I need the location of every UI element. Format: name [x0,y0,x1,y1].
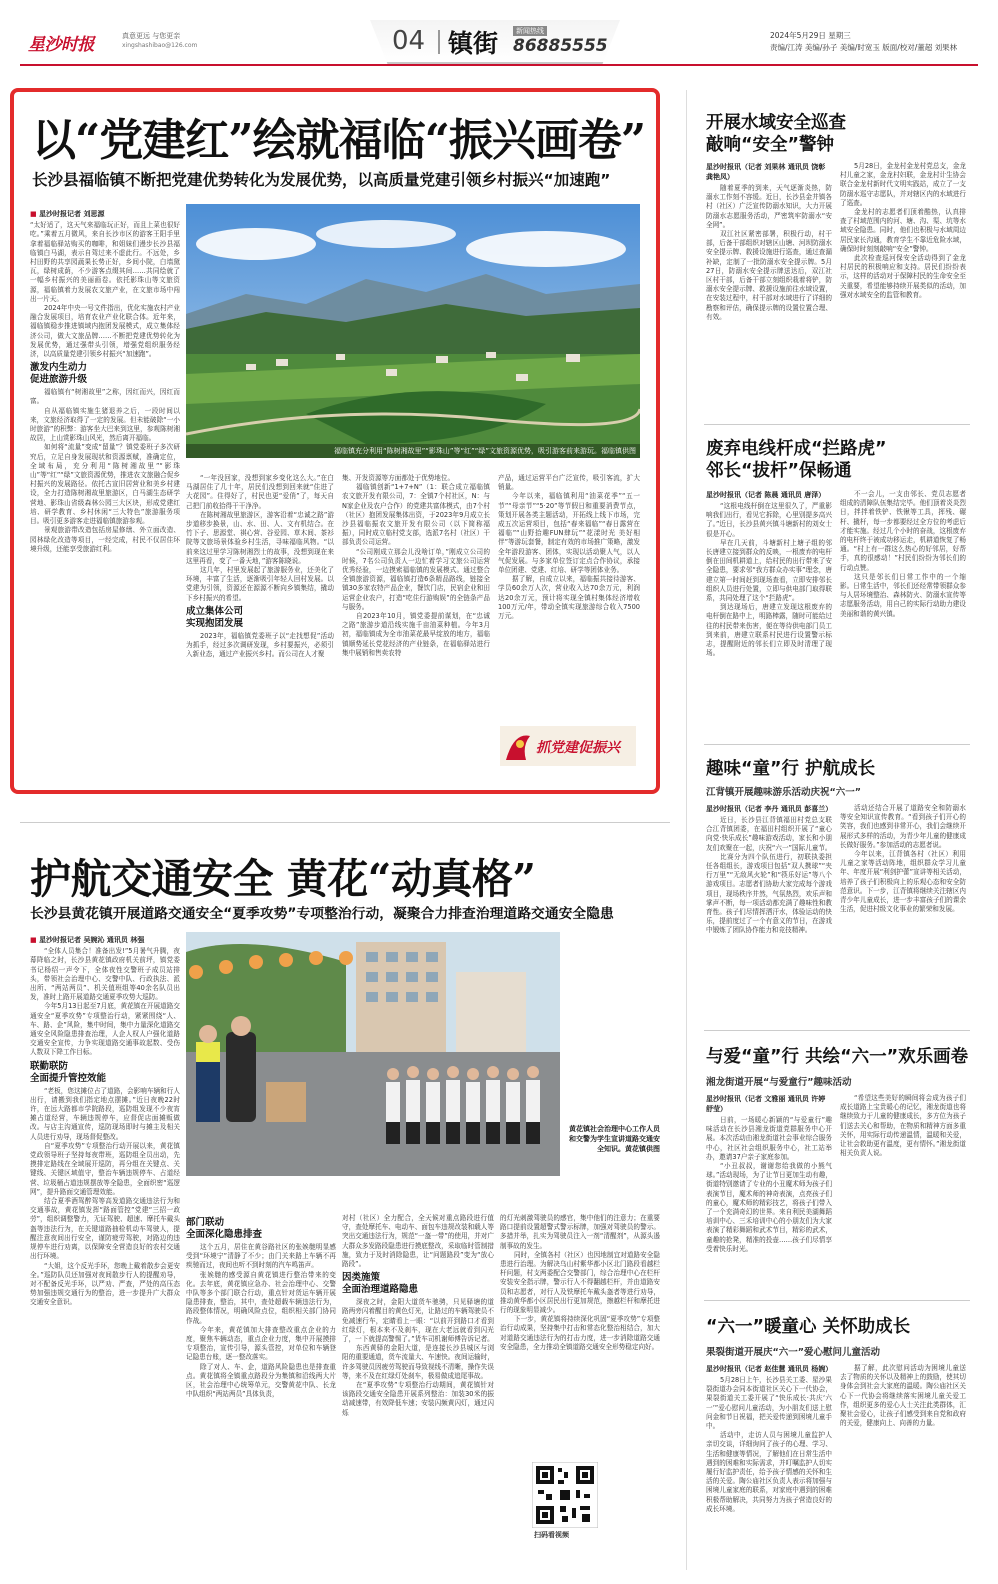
right-article-4-paragraph: 日前，一场暖心新颖的“与爱童行”趣味活动在长沙县湘龙街道党群服务中心开展。本次活动由湘龙街道社会事业综合服务中心，社区社会组织服务中心，社工站举办，邀请37户亲子家庭参加。 [706,1116,832,1161]
hotline-number: 86885555 [513,36,608,56]
right-article-2-paragraph: 不一会儿，一支由邻长、党员志愿者组成的清障队伍集结完毕。他们顶着炎炎烈日，拌拌着铁铲、铁锹等工具，挥残、碾杆、撬杆，每一步都要经过全方位的考虑后才能实施。经过几个小时的奋战，这根废弃的电杆终于被成功移运走，机耕道恢复了畅通。“村上有一群这么热心的好邻居，好帮手，真的很感动！”村民们纷纷为邻长们的行动点赞。 [840,490,966,572]
story1-paragraph: 产品，通过运营平台广泛宣传，吸引客流，扩大销量。 [498,474,640,492]
story2-paragraph: 今年5月13日起至7月底，黄花镇在开展道路交通安全“夏季攻势”专项整治行动，紧紧围绕“人、车、路、企”风险，集中时间，集中力量深化道路交通安全风险隐患排查治理，人企人权人户强化道路交通安全宣传，力争实现道路交通事故起数、受伤人数双下降工作目标。 [30,1002,180,1057]
right-article-1-paragraph: 金龙村的志愿者们顶着酷热，认真排查了村域范围内的河、塘、沟、渠、坑等水域安全隐患。同时，他们也积极与水域周边居民家长沟通，教育学生不靠近危险水域，确保时时刻刻敲响“安全”警钟。 [840,208,966,253]
hotline-label: 新闻热线 [513,26,547,36]
badge-text: 抓党建促振兴 [536,740,620,756]
right-article-4-headline: 与爱“童”行 共绘“六一”欢乐画卷 [706,1047,969,1067]
right-article-3-subheadline: 江背镇开展趣味游乐活动庆祝“六一” [706,787,861,798]
right-article-1-headline: 开展水域安全巡查 敲响“安全”警钟 [706,113,846,155]
story1-paragraph: “太好适了，这天气来福临玩正好，而且上菜也很好吃。”乘着五月微风，来自长沙市区的游客王阳手里拿着福临驿站购买的咖啡，和姐妹们漫步长沙县福临镇白马湖，表示自驾过来不虚此行。不远处，乡村田野的共享园蔬果长势正好，乡间小院，白墙黛瓦，绿树成荫，不少游客点缀其间……共同绘就了一幅乡村振兴的美丽画卷。依托影珠山等文旅资源，福临镇着力发展农文旅产业，在文旅市场中闯出一片天。 [30,221,180,303]
right-article-5-paragraph: 活动中，走访人员与困境儿童监护人亲切交谈，详细询问了孩子的心理、学习、生活和健康等情况，了解他们在日常生活中遇到的困难和实际需求，并叮嘱监护人切实履行好监护责任，给予孩子情感的关怀和生活的关爱。陶公庙社区负责人表示将加强与困境儿童家庭的联系，对家庭中遇到的困难积极帮助解决，共同努力为孩子营造良好的成长环境。 [706,1431,832,1513]
story2-paragraph: 同时，全镇各村（社区）也因地制宜对道路安全隐患进行治理。为解决乌山村紫华都小区北门路段看越栏杆问题，村支两委配合交警部门，综合治理中心在栏杆安装安全指示牌，警示行人不得翻越栏杆，并由道路安员和志愿者，对行人及铁摩托车戴头盔者等进行劝导，推动黄华都小区居民出行更加规范，擦越栏杆和摩托进行的现象明显减少。 [500,1250,660,1315]
story2-photo-caption: 黄花镇社会治理中心工作人员和交警为学生宣讲道路交通安全知识。黄花镇供图 [569,1125,660,1153]
story2-paragraph: 东西黄驿的金阳大道，是连接长沙县城区与浏阳的重要通道，货车流量大、车速快。夜间运输时，许多驾驶员因疲劳驾驶而导致视线不清晰，操作失误等，来不及在红绿灯处刹车，极易做成追尾事故。 [342,1344,494,1380]
right-article-4-col-a [706,1094,832,1290]
newspaper-logo: 星沙时报 [28,35,94,55]
right-article-5-paragraph: 据了解，此次慰问活动为困境儿童送去了物质的关怀以及精神上的鼓励，使其切身体会到社会大家庭的温暖。陶公庙社区关心下一代协会将继续落实困境儿童关爱工作，组织更多的爱心人士关注此类群体，汇聚社会爱心，让孩子们感受到来自党和政府的关爱，健康向上、向善的力量。 [840,1364,966,1428]
right-article-2-paragraph: “这根电线杆倒在这里很久了，严重影响我们出行，看见它拆除，心里别提多高兴了。”近日，长沙县黄兴镇斗塘新村的刘女士很是开心。 [706,502,832,538]
story2-subheadline: 长沙县黄花镇开展道路交通安全“夏季攻势”专项整治行动，凝聚合力排查治理道路交通安全隐患 [30,906,614,922]
story2-headline: 护航交通安全 黄花“动真格” [30,855,536,903]
story1-paragraph: 景观旅游带改造包括房屋修缮、外立面改造、园林绿化改造等项目，一经完成，村民不仅居住环境升级，还能享受旅游红利。 [30,526,180,553]
story1-landscape-photo [186,204,640,458]
story1-paragraph: 福临镇有“树湘故里”之称，因红而兴，因红而富。 [30,388,180,406]
story1-paragraph: “一年没回家，没想到家乡变化这么大。”在白马湖居住了几十年，居民们没想到回来就“住进了大花园”。住得好了，村民也更“爱俏”了，每天自己把门前收拾得干干净净。 [186,474,334,510]
story2-traffic-safety-photo [186,932,560,1176]
right-article-4-paragraph: “希望这些美好的瞬间将会成为孩子们成长道路上宝贵暖心的记忆，湘龙街道也将继续致力于儿童的健康成长，多方位为孩子们送去关心和帮助，在物质和精神方面多重关怀，用实际行动传递温情，温暖和关爱，让社会救助更有温度，更有情怀。”湘龙街道相关负责人说。 [840,1094,966,1158]
story1-paragraph: 如何将“流量”变成“留量”？镇党委班子多次研究后，立足自身发展现状和资源禀赋，准确定位，全域布局，充分利用“陈树湘故里”“影珠山”等“红”“绿”文旅资源优势，推进农文旅融合促乡村振兴的发展路径。依托古宣旧居营业和美乡村建设，全力打造陈树湘故里旅游区，白马湖生态研学营地、影珠山省级森林公园三大区块，形成党建红培、研学教育、乡村休闲“三大特色”旅游服务项目。吸引更多游客走进福临镇旅游参观。 [30,443,180,526]
right-article-4-subheadline: 湘龙街道开展“与爱童行”趣味活动 [706,1077,852,1088]
story2-paragraph: “大姐，这个反光手环，您晚上戴着散步会更安全。”巡防队员还加强对夜间散步行人的提醒劝导，对不配备反光手环，以严劝、严查，严处的高压态势加强违规交通行为的整治，进一步提升广大群众交通安全意识。 [30,1261,180,1307]
right-article-3-col-b [840,804,966,1022]
story2-paragraph: 对村（社区）全力配合，全天候对重点路段进行值守，查处摩托车、电动车、面包车违规改装和载人等突出交通违法行为，规范“一盔一带”的使用，并对广大群众多发路段隐患进行摸底整改，采取临时管制措施，致力于及时消除隐患，让“问题路段”变为“放心路段”。 [342,1214,494,1269]
story2-paragraph: 在“夏季攻势”专项整治行动期间，黄花镇针对该路段交通安全隐患开展系列整治：加装30米的振动减速带，有效降低车速；安装闪频黄闪灯，通过闪烁 [342,1381,494,1417]
right-article-4-paragraph: “小丑叔叔，谢谢您给我做的小熊气球。”活动现场，为了让节日更加生动有趣，街道特别邀请了专业的小丑魔术师为孩子们表演节目，魔术师的神奇表演，点亮孩子们的童心，魔术师的精彩技艺，将孩子们带入了一个充满奇幻的世界。来自利民美湖舞蹈培训中心、三禾培训中心的小朋友们为大家表演了精彩舞蹈和武术节目，精彩的武术，童趣的抢凳，精准的投壶……孩子们尽情享受着快乐时光。 [706,1162,832,1253]
right-article-5-paragraph: 5月28日上午，长沙县关工委、星沙果裂街道办会同本街道社区关心下一代协会，果裂街道关工委开展了“快乐成长·共庆‘六一’”爱心慰问儿童活动，为小朋友们送上慰问金和节日祝福，把关爱传递到困境儿童手中。 [706,1376,832,1431]
video-qr-code-icon[interactable] [532,1462,598,1528]
story1-column-3 [342,474,490,784]
right-article-2-paragraph: 这只是邻长们日常工作中的一个缩影。日常生活中，邻长们还经常带领群众参与人居环境整治、森林防火、防溺水宣传等志愿服务活动，用自己的实际行动助力建设美丽和谐的黄兴镇。 [840,572,966,618]
story2-paragraph: 这个五月，居住在黄谷路社区的张娭毑明显感受到“环境宁”清静了不少；由门关来路上车辆不再疾驰而过，夜间也听不到时刻的汽车鸣笛声。 [186,1243,336,1270]
right-article-1-paragraph: 随着夏季的到来，天气逐渐炎热，防溺水工作刻不容缓。近日，长沙县金井镇各村（社区）广泛宣传防溺水知识，大力开展防溺水志愿服务活动，严密筑牢防溺水“安全网”。 [706,184,832,229]
masthead [0,0,998,66]
story2-paragraph: 自“夏季攻势”专项整治行动开展以来，黄花镇党政领导班子坚持每夜带班，巡防组全员出动，先摸排定路线在全域展开巡防，再分组在关键点、关键线、关键区域值守，整治车辆违规停车、占道经营、垃圾桶占道违规摆放等全隐患，全面织密“巡逻网”，提升路面交通管理效能。 [30,1141,180,1196]
story2-column-2 [186,1214,336,1560]
right-article-1-col-a [706,162,832,422]
party-building-badge [500,726,636,766]
story1-paragraph: 福临镇创新“1+7+N”（1：联合成立福临镇农文旅开发有限公司，7：全镇7个村社区，N：与N家企业及农户合作）的党建共富体模式，由7个村（社区）抱团发展集体出资，于2023年9月成立长沙县福临振农文旅开发有限公司（以下简称福振），同时成立临村党支部，选派7名村（社区）干部负责公司运营。 [342,483,490,547]
story1-paragraph: 今年以来，福临镇利用“油菜花季”“五一节”“母亲节”“5·20”等节假日和重要消费节点，策划开展各类主题活动，开拓线上线下市场，完成五次运营项目，包括“春来福临”“春日露营在福临”“山野拾趣FUN肆玩”“花漾时光 美好相伴”等游玩套餐，制定有效的市场推广策略，激发全年游段游客、团体，实现以活动聚人气，以人气促发展。与多家单位签订定点合作协议，承接单位团建、党建、红培、研学等团体业务。 [498,492,640,575]
right-article-1-paragraph: 5月28日，金龙村金龙村党总支，金龙村儿童之家，金龙村妇联，金龙村计生协会联合金龙村新时代文明实践站，成立了一支防溺水巡守志愿队，并对辖区内的水域进行了巡查。 [840,162,966,207]
right-divider [704,1300,970,1301]
story1-paragraph: 自从福临镇实施生猪退养之后，一段时间以来，文旅经济取得了一定的发展。但未能破除“一小时旅游”的积弊：游客坐大巴来到这里，参观陈树湘故居，上山赏影珠山风光，然后离开福临。 [30,406,180,443]
story2-paragraph: “全体人员集合！准备出发!”5月暑气升腾，夜幕降临之时，长沙县黄花镇政府机关前坪，镇党委书记杨绍一声令下，全体夜性交警班子成员站排头，带领社会治理中心、交警中队、行政执法、派出所、“两站两员”、机关值班组等40余名队员出发，准时上路开展道路交通夏季攻势大巡防。 [30,947,180,1002]
story1-paragraph: “公司刚成立那会儿没啥订单，”刚成立公司的时候，7名公司负责人一边忙着学习文旅公司运营优秀经验，一边摸索福临镇的发展模式。通过整合全镇旅游资源，福临镇打造6条精品路线，链接全镇30多家农特产品企业，餐饮门店，民宿企业和田运营企业农户，打造“吃住行游购娱”的全链条产品与服务。 [342,547,490,611]
story1-paragraph: 集、开发资源等方面都处于优势地位。 [342,474,455,482]
header-divider [438,30,440,54]
right-article-5-col-b [840,1364,966,1564]
story1-paragraph: 在陈树湘故里旅游区，游客沿着“忠诚之路”游步道移步换景，山、水、田、人、文有机结合。在竹下子、思源堂、祺心营、谷爱园、草木间、茶衫院等文旅场景体验乡村生活，寻味福临风物。“以前来这过里学习陈树湘烈士的故事，没想到现在来这里再看，变了一番天地，”游客陈晓说。 [186,510,334,565]
story1-paragraph: 自2023年10月，镇党委提前谋划，在“忠诚之路”旅游步道沿线实施千亩油菜种植。今年3月初，福临镇成为全市油菜花最早绽放的地方，福临镇顺势延长党花经济的产业链条，在福临驿站进行集中展销和售卖农特 [342,612,490,657]
right-article-2-col-a [706,490,832,740]
right-article-5-headline: “六一”暖童心 关怀助成长 [706,1317,911,1337]
story1-byline: ■ 星沙时报记者 刘思源 [30,210,105,218]
qr-code-label: 扫码看视频 [534,1531,569,1539]
editor-credits: 责编/江涛 美编/孙子 美编/时宽玉 版面/校对/董超 刘果林 [770,43,958,52]
right-article-5-subheadline: 果裂街道开展庆“六一”爱心慰问儿童活动 [706,1347,880,1358]
right-article-3-headline: 趣味“童”行 护航成长 [706,759,876,779]
right-article-2-paragraph: 到达现场后，唐建立发现这根废弃的电杆倒在路中上，明路棒露，随时可能给过往的村民带来伤害，便在等待供电部门员工到来前，唐建立联系村民进行设置警示标志，提醒附近的邻长们立即及时清理了现场。 [706,603,832,658]
right-article-5-col-a [706,1364,832,1564]
story1-paragraph: 据了解，自成立以来，福临振共接待游客、学员60余万人次，营业收入达70余万元，利润达20余万元，预计将实现全镇村集体经济增收100万元/年，带动全镇实现旅游综合收入7500万元。 [498,575,640,621]
section-title: 镇街 [448,29,499,58]
story1-section-heading: 激发内生动力 促进旅游升级 [30,362,88,386]
story2-column-3 [342,1214,494,1560]
right-article-2-col-b [840,490,966,740]
right-article-3-byline: 星沙时报讯（记者 李丹 通讯员 彭喜兰） [706,805,832,813]
story2-section-heading: 因类施策 全面治理道路隐患 [342,1272,419,1296]
story2-paragraph: 张娭毑的感受源自黄花镇进行整治带来的变化。去年底，黄花镇应急办、社会治理中心、交警中队等多个部门联合行动，重点针对货运车辆开展隐患排查，整治，其中，查处超载车辆违法行为，路段整体情况，明确风险点位，组织相关部门协同作战。 [186,1270,336,1325]
right-divider [704,424,970,425]
right-article-1-col-b [840,162,966,422]
story2-paragraph: 除了对人、车、企，道路风险隐患也是排查重点。黄花镇将全镇重点路段分为集镇和沿线两大片区，社会治理中心统筹单元，交警黄花中队、长龙中队组织“两站两员”具体负责， [186,1362,336,1399]
story1-section-heading: 成立集体公司 实现抱团发展 [186,605,244,629]
right-article-3-paragraph: 活动还结合开展了道路安全和防溺水等安全知识宣传教育。“看到孩子们开心的笑容，我们也感到非常开心，我们会继续开展形式多样的活动，为青少年儿童的健康成长做好服务。”参加活动的志愿者说。 [840,804,966,849]
story1-paragraph: 这几年，村里发展起了旅游服务业，还美化了环境，丰富了生活，逐渐吸引年轻人回村发展。以党建为引领，资源还在源源不断向乡镇集结，撬动下乡村振兴的希望。 [186,566,334,602]
story2-paragraph: 下一步，黄花镇将持续深化巩固“夏季攻势”专项整治行动成果，坚持集中打击和常态化整治相结合，加大对道路交通违法行为的打击力度，进一步消除道路交通安全隐患，全力推动全镇道路交通安全形势稳定向好。 [500,1315,660,1351]
right-article-2-headline: 废弃电线杆成“拦路虎” 邻长“拔杆”保畅通 [706,439,887,481]
issue-date: 2024年5月29日 星期三 [770,31,851,40]
story2-paragraph: 结合夏季酒驾醉驾等高发道路交通违法行为和交通事故，黄花镇发挥“路面管控”党建“三招一政劳”，组织调整警力，无证驾驶、超速、摩托车戴头盔等违法行为，在关键道路抽检机动车驾驶人，提醒注意夜间出行安全，谨防疲劳驾驶，对路边的违规停车进行劝离，以保障安全营造良好的农村交通出行环境。 [30,1197,180,1261]
story2-paragraph: 的灯光刺激驾驶员的感官，集中他们的注意力；在重要路口提前设置超警式警示标牌，加强对驾驶员的警示。多措并举，扎实为驾驶员注入一剂“清醒剂”，从源头遏制事故的发生。 [500,1214,660,1250]
newspaper-email: xingshashibao@126.com [122,42,198,49]
story2-section-heading: 部门联动 全面深化隐患排查 [186,1217,263,1240]
story1-column-1 [30,210,180,784]
story2-paragraph: 深夜之时，金阳大道货车驰骋，只见驿塘的道路两旁闪着醒目的黄色灯光，让路过的车辆驾驶员不免减速行车，定睛看上一眼：“以前开到路口才看到红绿灯，根本来不及刹车，现在大老远就看到闪光了，一下就提高警惕了。”货车司机谢师傅告诉记者。 [342,1298,494,1344]
right-article-1-paragraph: 此次检查巡河保安全活动得到了金龙村居民的积极响应和支持。居民们纷纷表示，这样的活动对于保障村民的生命安全至关重要，希望能够持续开展类似的活动，加强对水域安全的监管和教育。 [840,254,966,299]
story2-paragraph: “老板，您这摊位占了道路，会影响车辆和行人出行，请搬到我们指定地点摆摊。”近日夜晚22时许，在远大路都市学院路段，巡防组发现不少夜宵摊占道经营，车辆违规停车，应督促店面摊贩做改。与店主沟通宣传，巡防现场即时与摊主及相关人员进行劝导，现场督促整改。 [30,1086,180,1141]
right-article-4-col-b [840,1094,966,1290]
story2-column-1 [30,936,180,1556]
story2-byline: ■ 星沙时报记者 吴婉沁 通讯员 林强 [30,936,145,944]
story1-column-2 [186,474,334,784]
right-article-3-col-a [706,804,832,1022]
column-divider [686,90,687,1570]
story1-photo-caption: 福临镇充分利用“陈树湘故里”“影珠山”等“红”“绿”文旅资源优势，吸引游客前来游玩。福临镇供图 [186,444,640,458]
page-number: 04 [392,26,426,56]
story2-paragraph: 今年来，黄花镇加大排查整改重点企业的力度，聚焦车辆动态，重点企业力度，集中开展摸排专项整治，宣传引导，源头管控，对单位和车辆登记隐患台账，逐一整改落实。 [186,1325,336,1362]
slogan: 真意更远 与您更亲 [122,32,181,40]
right-article-1-byline: 星沙时报讯（记者 刘果林 通讯员 饶彰 龚艳凤） [706,163,826,181]
story1-headline: 以“党建红”绘就福临“振兴画卷” [32,115,646,166]
right-divider [704,744,970,745]
right-article-2-byline: 星沙时报讯（记者 陈晨 通讯员 唐泽） [706,491,826,499]
story2-column-4 [500,1214,660,1458]
story1-column-4 [498,474,640,722]
right-divider [704,1030,970,1031]
story1-subheadline: 长沙县福临镇不断把党建优势转化为发展优势，以高质量党建引领乡村振兴“加速跑” [32,171,611,189]
right-article-5-byline: 星沙时报讯（记者 赵佳慧 通讯员 杨婉） [706,1365,832,1373]
right-article-3-paragraph: 今年以来，江背镇各村（社区）利用儿童之家等活动阵地，组织群众学习儿童年、年度开展“利剑护蕾”宣讲等相关活动，培养了孩子们积极向上的乐观心态和安全防范意识。下一步，江背镇将继续关注辖区内青少年儿童成长，进一步丰富孩子们的课余生活，促进村级文化事业的繁荣和发展。 [840,850,966,914]
story1-paragraph: 2023年，福临镇党委班子以“走找想促”活动为抓手，经过多次调研发现，乡村要振兴，必须引入新业态，通过产业振兴乡村。而公司在人才聚 [186,631,334,659]
right-article-4-byline: 星沙时报讯（记者 文雅丽 通讯员 许婷 舒莹） [706,1095,826,1113]
story1-paragraph: 2024年中央一号文件指出，优化实施农村产业融合发展项目，培育农业产业化联合体。近年来，福临镇稳步推进镇域内抱团发展模式，成立集体经济公司，做大文旅品牌……不断把党建优势转化为发展优势，通过强带头引领，增强党组织服务经济，以高质量党建引领乡村振兴“加速跑”。 [30,304,180,359]
header-rule [20,64,978,66]
right-article-1-paragraph: 双江社区紧密部署，积极行动，村干部，后备干部组织对辖区山塘、河坝防溺水安全提示牌、救援设施进行巡查，通过查漏补缺，定制了一批防溺水安全提示牌。5月27日，防溺水安全提示牌送达后，双江社区村干部，后备干部立刻组织栽着将铲，防溺水安全提示牌、救援设施前往水域设置，在安装过程中，村干部对水域进行了详细的勘察和评估，确保提示牌的设置位置合理、有效。 [706,230,832,321]
right-article-3-paragraph: 近日，长沙县江背镇福田村党总支联合江背镇团委，在福田村组织开展了“童心向党·快乐成长”趣味游戏活动，家长和小朋友们欢聚在一起，庆祝“六一”国际儿童节。 [706,816,832,852]
right-article-3-paragraph: 比赛分为四个队伍进行，初联执委担任各组组长，游戏项目包括“双人携球”“夹行万里”“无敌风火轮”和“筷乐好运”等八个游戏项目。志愿者们协助大家完成每个游戏项目，现场秩序井然，气氛热烈，欢乐声和掌声不断，每一项活动都充满了趣味性和教育性。孩子们尽情挥洒汗水，体验运动的快乐，提前度过了一个有意义的节日，在游戏中锻炼了团队协作能力和竞技精神。 [706,852,832,935]
story-separator [20,822,670,823]
right-article-2-paragraph: 早在几天前，斗塘新村上塘子组的邻长唐建立接到群众的反映，一根废弃的电杆倒在田间机耕道上，给村民的出行带来了安全隐患，要求邻“我方群众办实事”理念，唐建立第一时间赶到现场查看，立即安排邻长组织人员进行处置，立即与供电部门取得联系，共同处理了这个“拦路虎”。 [706,538,832,603]
story2-section-heading: 联勤联防 全面提升管控效能 [30,1060,107,1084]
